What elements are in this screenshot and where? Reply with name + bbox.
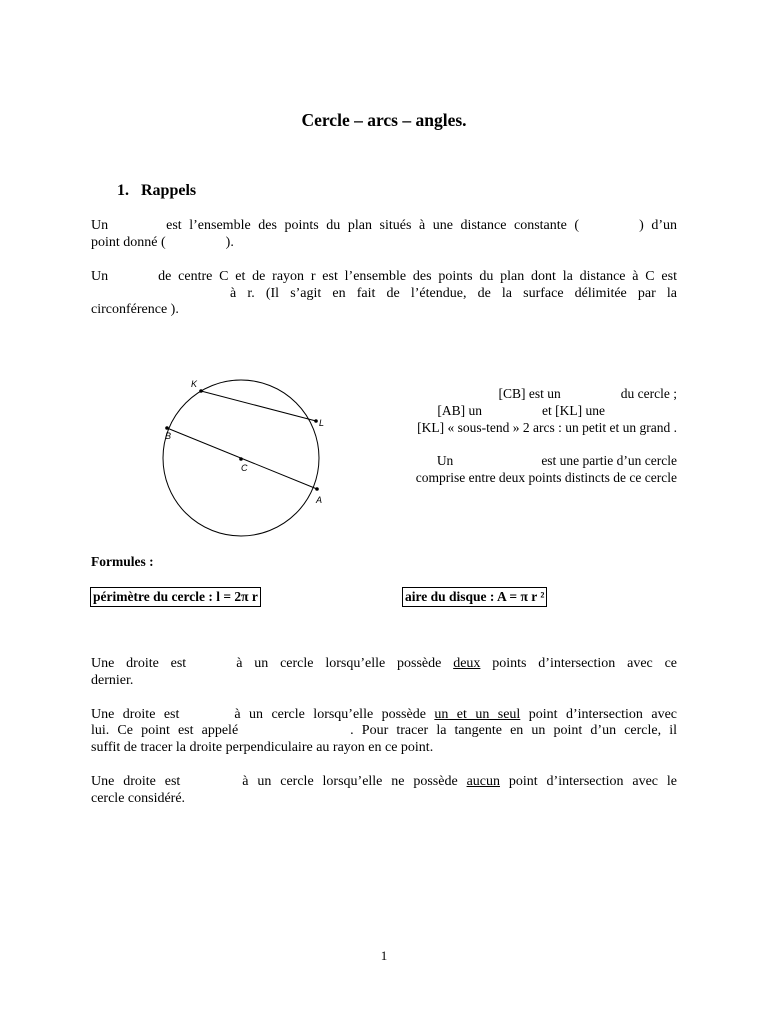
label-k: K (191, 379, 198, 389)
droite1-underlined: deux (453, 656, 481, 671)
droite3-line2: cercle considéré. (91, 791, 186, 806)
droite1-line1 (91, 655, 677, 672)
right-r1b: du cercle ; (620, 386, 677, 401)
page-number: 1 (380, 948, 388, 963)
right-line2 (437, 402, 677, 419)
para2-l1b: de centre C et de rayon r est l’ensemble des points du plan dont la distance à C est (158, 269, 677, 284)
right-r4b: est une partie d’un cercle (541, 453, 677, 468)
para1-line2 (91, 234, 677, 251)
label-l: L (319, 418, 325, 428)
para2-line3: circonférence ). (91, 302, 179, 317)
droite1-l1a: Une droite est (91, 656, 187, 671)
para1-l1c: ) d’un (639, 218, 678, 233)
para1-l2b: ). (225, 235, 234, 250)
point-c-dot (239, 457, 243, 461)
droite2-underlined: un et un seul (434, 707, 521, 722)
droite2-l2a: lui. Ce point est appelé (91, 723, 239, 738)
right-r4a: Un (436, 453, 454, 468)
section-number: 1. (117, 182, 129, 199)
perimeter-formula-box: périmètre du cercle : l = 2π r (90, 587, 261, 607)
droite2-l2b: . Pour tracer la tangente en un point d’un cercle, il (350, 723, 678, 738)
page-title: Cercle – arcs – angles. (301, 110, 467, 130)
para2-line2: à r. (Il s’agit en fait de l’étendue, de la surface délimitée par la (230, 286, 677, 301)
right-r1a: [CB] est un (498, 386, 561, 401)
point-k-dot (199, 389, 203, 393)
droite1-l1c: points d’intersection avec ce (492, 656, 678, 671)
label-b: B (165, 431, 172, 441)
para2-l1a: Un (91, 269, 109, 284)
droite2-l1a: Une droite est (91, 707, 180, 722)
droite2-line3: suffit de tracer la droite perpendiculaire au rayon en ce point. (91, 740, 434, 755)
droite2-line2 (91, 722, 677, 739)
right-line5: comprise entre deux points distincts de ce cercle (415, 470, 677, 485)
droite3-underlined: aucun (466, 774, 500, 789)
circle-figure (155, 372, 345, 542)
point-b-dot (165, 426, 169, 430)
para1-l2a: point donné ( (91, 235, 166, 250)
label-a: A (316, 495, 323, 505)
area-formula-box: aire du disque : A = π r ² (402, 587, 547, 607)
droite1-line2: dernier. (91, 673, 134, 688)
formules-heading: Formules : (91, 554, 154, 569)
para2-line1 (91, 268, 677, 285)
droite3-line1 (91, 773, 677, 790)
droite1-l1b: à un cercle lorsqu’elle possède (236, 656, 442, 671)
point-l-dot (314, 419, 318, 423)
para1-l1a: Un (91, 218, 109, 233)
right-r2a: [AB] un (437, 403, 483, 418)
droite3-l1a: Une droite est (91, 774, 181, 789)
section-label: Rappels (141, 182, 197, 199)
point-a-dot (315, 487, 319, 491)
droite2-l1b: à un cercle lorsqu’elle possède (234, 707, 426, 722)
right-r2b: et [KL] une (542, 403, 605, 418)
droite2-line1 (91, 706, 677, 723)
right-line3: [KL] « sous-tend » 2 arcs : un petit et un grand . (417, 420, 677, 435)
right-line4 (437, 452, 677, 469)
right-line1 (499, 385, 677, 402)
para1-line1 (91, 217, 677, 234)
label-c: C (241, 463, 248, 473)
droite3-l1c: point d’intersection avec le (508, 774, 677, 789)
section-heading (117, 182, 196, 200)
droite3-l1b: à un cercle lorsqu’elle ne possède (242, 774, 458, 789)
droite2-l1c: point d’intersection avec (528, 707, 678, 722)
para1-l1b: est l’ensemble des points du plan situés à une distance constante ( (166, 218, 580, 233)
